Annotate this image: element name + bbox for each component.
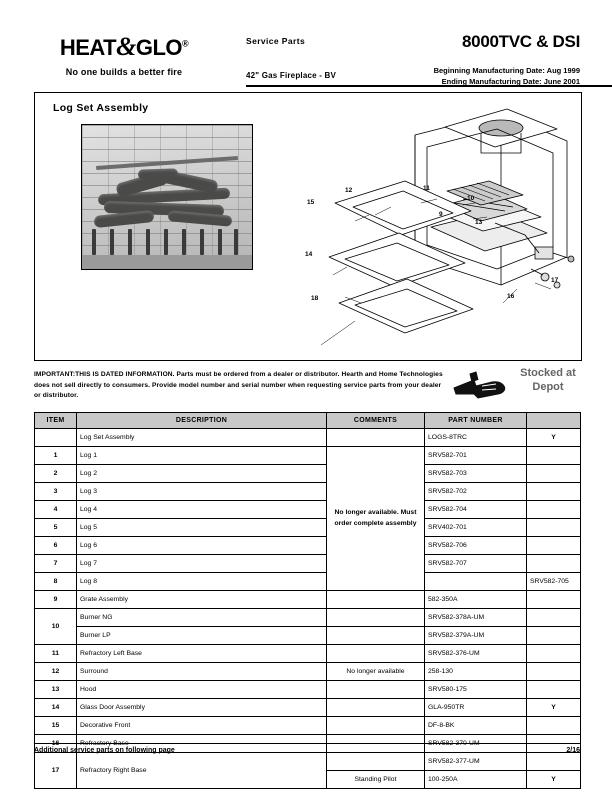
- callout-10: 10: [467, 195, 475, 202]
- cell-item: 14: [35, 699, 77, 717]
- table-row: [35, 483, 581, 501]
- cell-part-number: SRV582-706: [425, 537, 527, 555]
- cell-description: Hood: [77, 681, 327, 699]
- page-number: 2/16: [566, 747, 580, 754]
- cell-description: Grate Assembly: [77, 591, 327, 609]
- header-middle: [246, 36, 396, 80]
- begin-date-label: Beginning Manufacturing Date: Aug 1999: [433, 66, 580, 75]
- photo-log-pile: [94, 169, 240, 233]
- cell-stocked: Y: [527, 771, 581, 789]
- col-item: ITEM: [35, 413, 77, 429]
- cell-part-number: SRV582-377-UM: [425, 753, 527, 771]
- cell-part-number: SRV582-701: [425, 447, 527, 465]
- header-divider: [246, 85, 612, 87]
- end-date-label: Ending Manufacturing Date: June 2001: [441, 76, 580, 86]
- cell-part-number: 582-350A: [425, 591, 527, 609]
- cell-stocked: [527, 753, 581, 771]
- table-row: [35, 627, 581, 645]
- table-row: [35, 501, 581, 519]
- cell-stocked: Y: [527, 429, 581, 447]
- cell-stocked: Y: [527, 699, 581, 717]
- cell-item: 9: [35, 591, 77, 609]
- cell-part-number: SRV582-378A-UM: [425, 609, 527, 627]
- cell-item: 10: [35, 609, 77, 645]
- col-description: DESCRIPTION: [77, 413, 327, 429]
- cell-description: Decorative Front: [77, 717, 327, 735]
- cell-item: 4: [35, 501, 77, 519]
- cell-comments: [327, 699, 425, 717]
- cell-item: 6: [35, 537, 77, 555]
- callout-17: 17: [551, 277, 559, 284]
- brand-logo: [34, 34, 214, 77]
- cell-stocked: [527, 501, 581, 519]
- col-stocked: [527, 413, 581, 429]
- cell-description: Log 6: [77, 537, 327, 555]
- cell-stocked: [527, 555, 581, 573]
- footer-note: Additional service parts on following page: [34, 747, 175, 754]
- cell-item: 2: [35, 465, 77, 483]
- cell-part-number: SRV582-707: [425, 555, 527, 573]
- cell-comments: [327, 627, 425, 645]
- brand-tagline: No one builds a better fire: [65, 67, 183, 77]
- table-header-row: [35, 413, 581, 429]
- logo-text-glo: GLO: [135, 35, 183, 60]
- stocked-at-depot-label: Stocked at Depot: [520, 367, 576, 394]
- cell-comments: Standing Pilot: [327, 771, 425, 789]
- model-title: 8000TVC & DSI: [462, 32, 580, 51]
- cell-stocked: [527, 465, 581, 483]
- photo-hearth-floor: [82, 255, 252, 269]
- logo-ampersand: &: [116, 32, 136, 61]
- cell-part-number: SRV402-701: [425, 519, 527, 537]
- cell-stocked: [527, 627, 581, 645]
- cell-description: Log 2: [77, 465, 327, 483]
- cell-stocked: [527, 717, 581, 735]
- callout-11: 11: [423, 185, 430, 192]
- cell-item: 15: [35, 717, 77, 735]
- table-row: [35, 645, 581, 663]
- cell-part-number: SRV582-705: [527, 573, 581, 591]
- table-row: [35, 681, 581, 699]
- cell-comments: [327, 753, 425, 771]
- cell-description: Burner LP: [77, 627, 327, 645]
- cell-description: Refractory Base: [77, 735, 327, 753]
- cell-part-number: DF-8-BK: [425, 717, 527, 735]
- cell-comments-merged: No longer available. Must order complete assembly: [327, 447, 425, 591]
- cell-stocked: [527, 663, 581, 681]
- cell-item: 3: [35, 483, 77, 501]
- cell-item: 13: [35, 681, 77, 699]
- pointing-hand-icon: [452, 370, 510, 404]
- cell-comments: [327, 645, 425, 663]
- callout-16: 16: [507, 293, 515, 300]
- cell-description: Log 4: [77, 501, 327, 519]
- cell-part-number: SRV582-376-UM: [425, 645, 527, 663]
- cell-stocked: [527, 537, 581, 555]
- important-note: IMPORTANT:THIS IS DATED INFORMATION. Parts must be ordered from a dealer or distributor. Hearth and Home Technologies does not sell directly to consumers. Provide model number and serial number when requesting service parts from your dealer or distributor.: [34, 371, 443, 400]
- table-row: [35, 663, 581, 681]
- exploded-assembly-diagram: [295, 107, 579, 357]
- table-row: [35, 699, 581, 717]
- cell-part-number: LOGS-8TRC: [425, 429, 527, 447]
- cell-description: Refractory Right Base: [77, 753, 327, 789]
- cell-part-number: GLA-950TR: [425, 699, 527, 717]
- table-row: [35, 447, 581, 465]
- cell-description: Burner NG: [77, 609, 327, 627]
- cell-item: [35, 429, 77, 447]
- cell-comments: [327, 681, 425, 699]
- col-part-number: PART NUMBER: [425, 413, 527, 429]
- cell-part-number: 100-250A: [425, 771, 527, 789]
- callout-14: 14: [305, 251, 313, 258]
- table-row: [35, 537, 581, 555]
- exploded-assembly-svg: [295, 107, 579, 357]
- cell-description: Surround: [77, 663, 327, 681]
- cell-part-number: SRV582-704: [425, 501, 527, 519]
- table-row: [35, 429, 581, 447]
- cell-stocked: [527, 591, 581, 609]
- callout-13: 13: [475, 219, 483, 226]
- cell-stocked: [527, 483, 581, 501]
- cell-description: Log Set Assembly: [77, 429, 327, 447]
- cell-item: 1: [35, 447, 77, 465]
- cell-description: Log 7: [77, 555, 327, 573]
- document-footer: [34, 743, 580, 754]
- header-right: [434, 32, 580, 88]
- table-row: [35, 753, 581, 771]
- cell-stocked: [527, 645, 581, 663]
- document-header: [34, 28, 580, 86]
- cell-item: 12: [35, 663, 77, 681]
- table-row: [35, 555, 581, 573]
- cell-item: 16: [35, 735, 77, 753]
- cell-description: Glass Door Assembly: [77, 699, 327, 717]
- doc-type-label: Service Parts: [246, 36, 306, 46]
- logo-wordmark: [34, 34, 214, 60]
- logo-text-heat: HEAT: [59, 35, 117, 60]
- product-line-label: 42" Gas Fireplace - BV: [246, 71, 337, 80]
- table-row: [35, 465, 581, 483]
- figure-panel: [34, 92, 582, 361]
- callout-9: 9: [439, 211, 443, 218]
- cell-stocked: [527, 519, 581, 537]
- cell-stocked: [527, 681, 581, 699]
- cell-description: Log 1: [77, 447, 327, 465]
- cell-comments: [327, 717, 425, 735]
- cell-part-number: SRV582-702: [425, 483, 527, 501]
- cell-description: Log 3: [77, 483, 327, 501]
- callout-15: 15: [307, 199, 315, 206]
- cell-description: Log 5: [77, 519, 327, 537]
- cell-item: 17: [35, 753, 77, 789]
- figure-title: Log Set Assembly: [53, 102, 149, 114]
- cell-part-number: SRV580-175: [425, 681, 527, 699]
- cell-comments: [425, 573, 527, 591]
- callout-12: 12: [345, 187, 353, 194]
- registered-trademark-icon: ®: [182, 38, 189, 49]
- cell-stocked: [527, 609, 581, 627]
- table-row: [35, 591, 581, 609]
- table-row: [35, 717, 581, 735]
- cell-part-number: SRV582-370-UM: [425, 735, 527, 753]
- cell-item: 7: [35, 555, 77, 573]
- cell-item: 11: [35, 645, 77, 663]
- cell-part-number: SRV582-703: [425, 465, 527, 483]
- table-row: [35, 573, 581, 591]
- table-row: [35, 609, 581, 627]
- cell-description: Log 8: [77, 573, 327, 591]
- cell-comments: [327, 429, 425, 447]
- cell-part-number: SRV582-379A-UM: [425, 627, 527, 645]
- photo-grate: [90, 229, 240, 255]
- parts-table: [34, 412, 581, 789]
- cell-item: 5: [35, 519, 77, 537]
- col-comments: COMMENTS: [327, 413, 425, 429]
- cell-stocked: [527, 447, 581, 465]
- table-row: [35, 519, 581, 537]
- cell-comments: [327, 591, 425, 609]
- cell-comments: [327, 609, 425, 627]
- cell-description: Refractory Left Base: [77, 645, 327, 663]
- log-set-photo: [81, 124, 253, 270]
- cell-item: 8: [35, 573, 77, 591]
- callout-18: 18: [311, 295, 319, 302]
- cell-part-number: 258-130: [425, 663, 527, 681]
- cell-comments: No longer available: [327, 663, 425, 681]
